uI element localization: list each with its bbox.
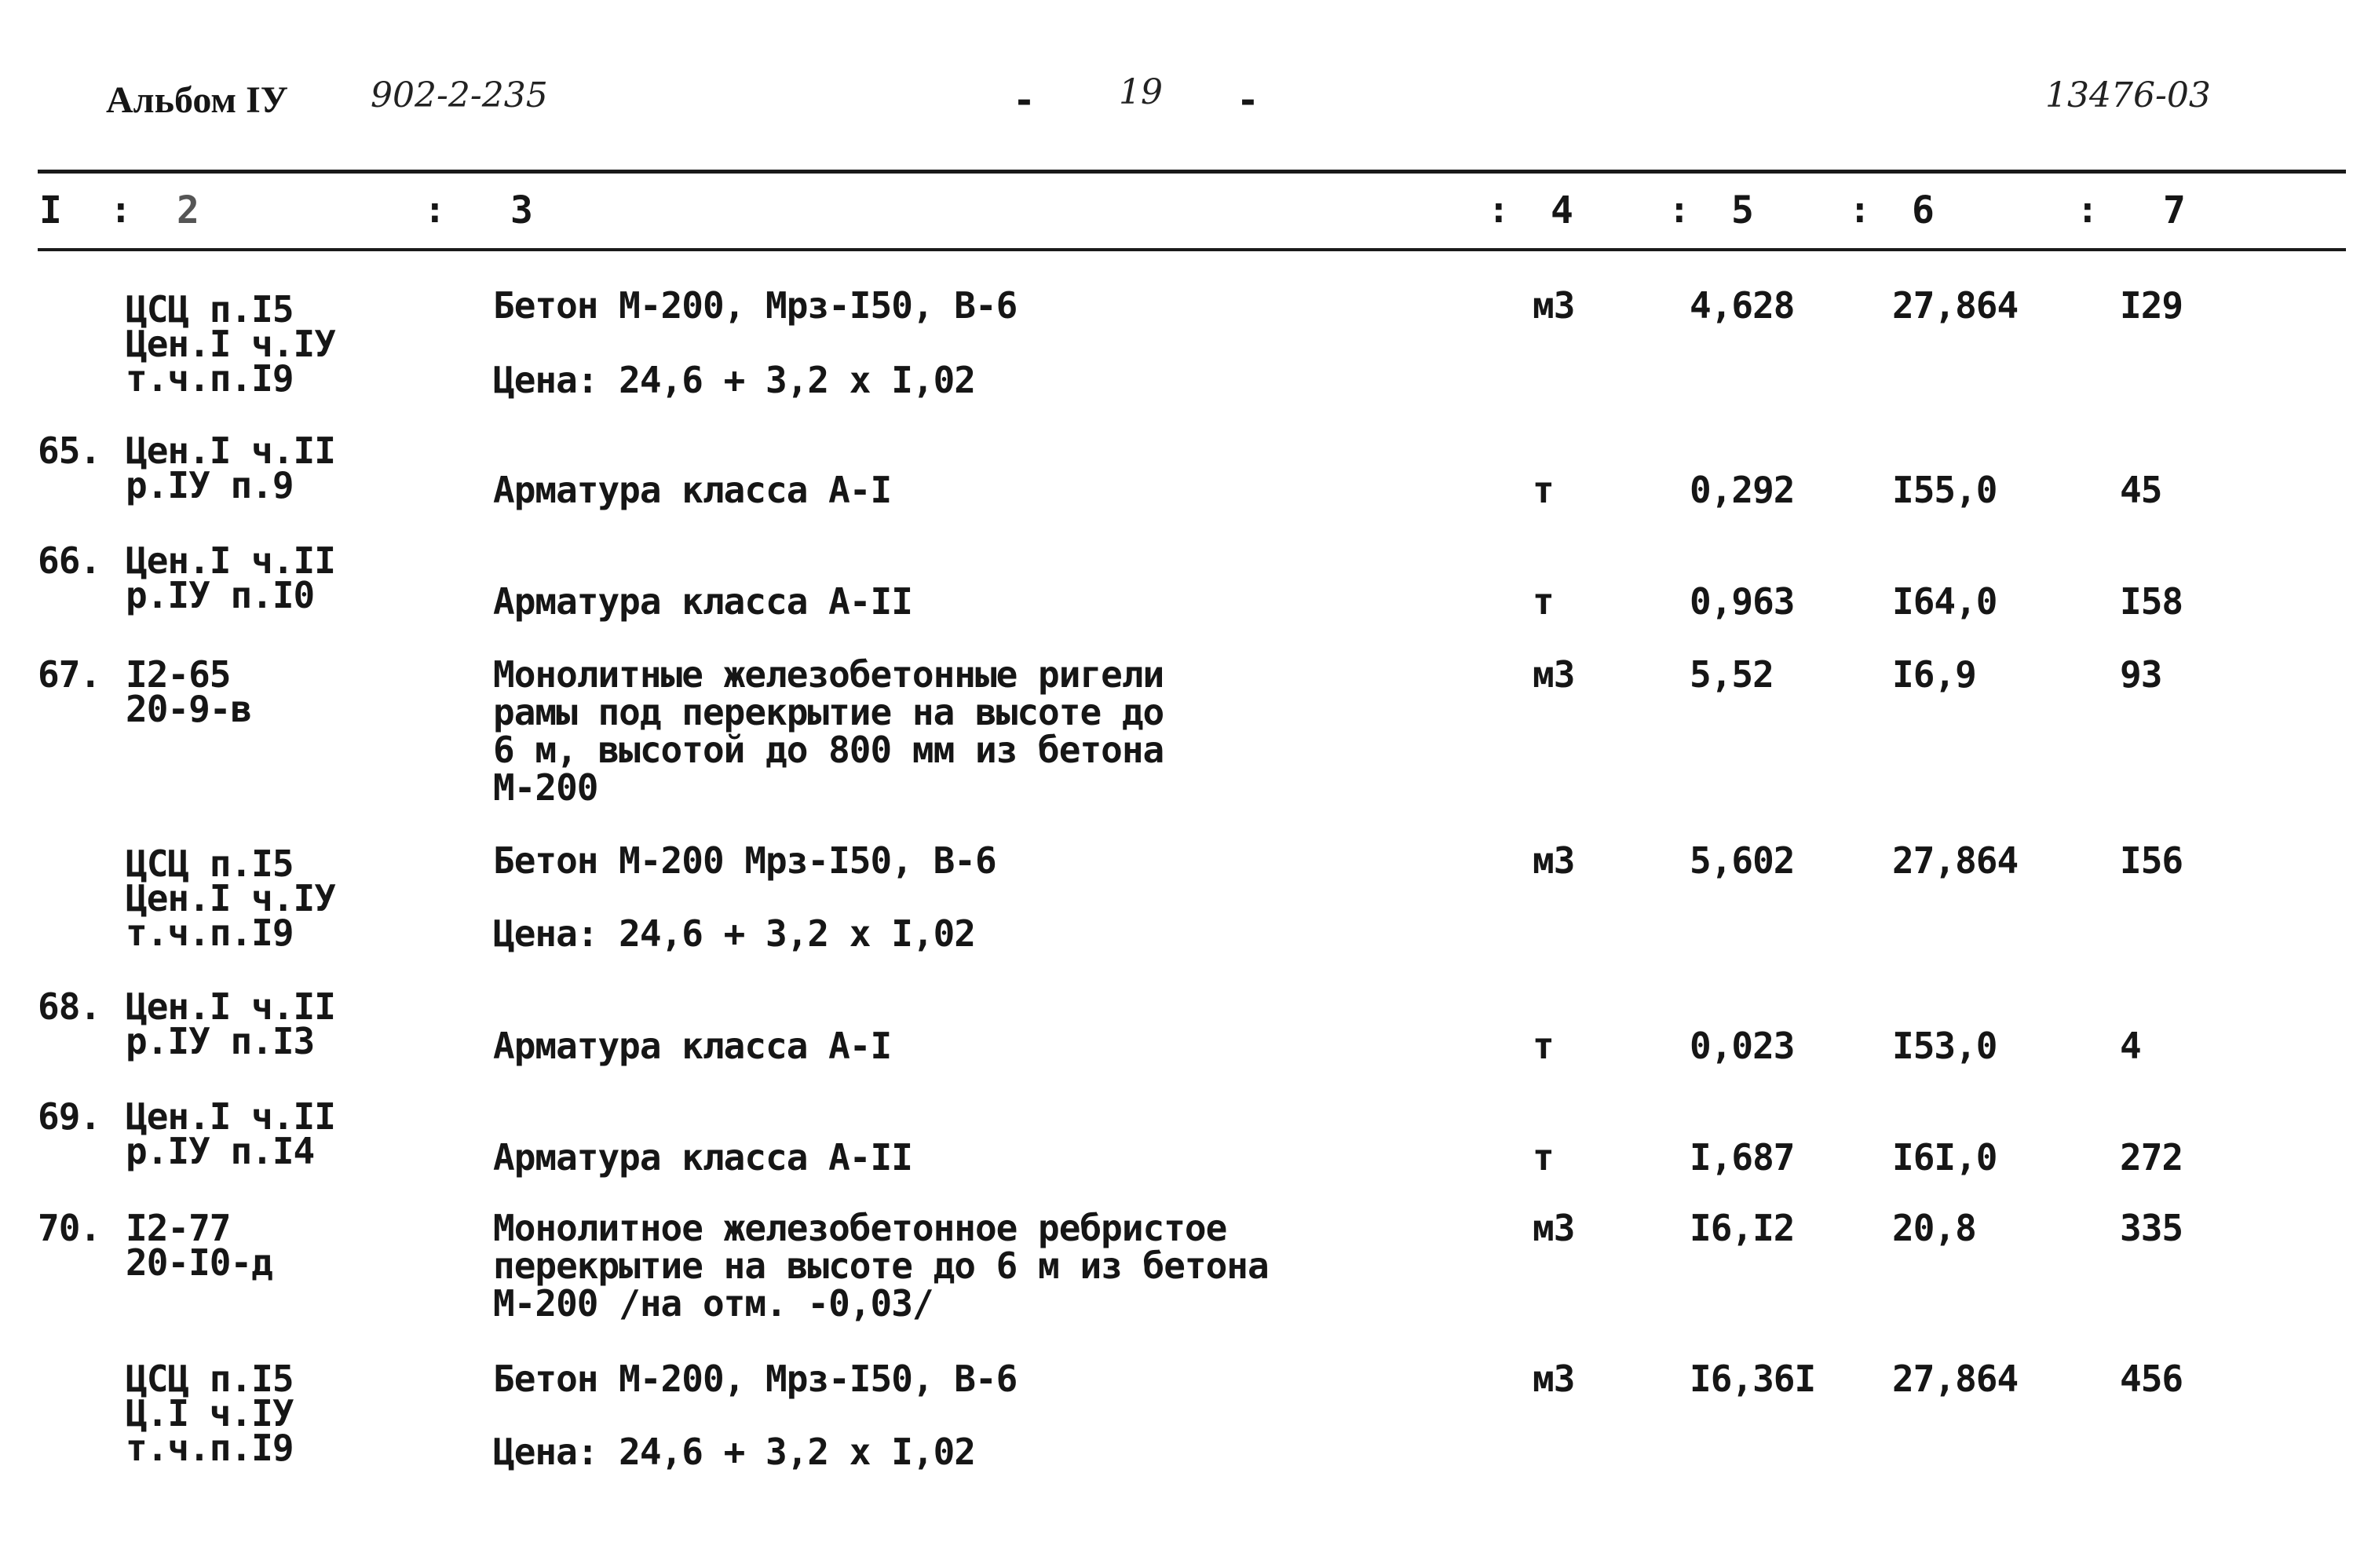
page-dash-left: - (1013, 79, 1036, 122)
column-header-4: 4 (1551, 188, 1573, 232)
row-total: 45 (2120, 469, 2162, 511)
row-total: 456 (2120, 1358, 2183, 1400)
row-reference: Цен.I ч.II р.IУ п.I4 (126, 1095, 335, 1172)
row-description: Монолитные железобетонные ригели рамы под перекрытие на высоте до 6 м, высотой до 800 мм из бетона М-200 (493, 653, 1164, 809)
row-reference: ЦСЦ п.I5 Ц.I ч.IУ т.ч.п.I9 (126, 1358, 294, 1469)
top-rule (38, 170, 2346, 174)
column-header-5: 5 (1731, 188, 1754, 232)
row-quantity: I6,I2 (1690, 1207, 1795, 1249)
row-total: 272 (2120, 1136, 2183, 1179)
row-reference: Цен.I ч.II р.IУ п.9 (126, 429, 335, 506)
row-description: Арматура класса А-I (493, 1025, 892, 1067)
row-quantity: I6,36I (1690, 1358, 1816, 1400)
album-label: Альбом IУ (106, 79, 289, 121)
row-price-formula: Цена: 24,6 + 3,2 x I,02 (493, 359, 975, 401)
row-reference: ЦСЦ п.I5 Цен.I ч.IУ т.ч.п.I9 (126, 288, 335, 400)
row-description: Бетон М-200, Мрз-I50, В-6 (493, 284, 1018, 327)
column-separator: : (110, 188, 132, 231)
column-header-7: 7 (2163, 188, 2186, 232)
row-description: Бетон М-200, Мрз-I50, В-6 (493, 1358, 1018, 1400)
row-total: I29 (2120, 284, 2183, 327)
row-number: 68. (38, 985, 101, 1028)
header-bottom-rule (38, 248, 2346, 251)
row-reference: ЦСЦ п.I5 Цен.I ч.IУ т.ч.п.I9 (126, 842, 335, 954)
row-quantity: 0,292 (1690, 469, 1795, 511)
row-quantity: 0,963 (1690, 580, 1795, 623)
row-total: I56 (2120, 839, 2183, 882)
row-number: 70. (38, 1207, 101, 1249)
column-header-6: 6 (1912, 188, 1935, 232)
row-unit: т (1533, 469, 1554, 511)
column-header-2: 2 (177, 188, 199, 232)
row-unit: т (1533, 1136, 1554, 1179)
page-dash-right: - (1237, 79, 1259, 122)
project-number: 902-2-235 (371, 75, 548, 115)
row-unit: т (1533, 580, 1554, 623)
row-unit: м3 (1533, 653, 1575, 696)
row-number: 65. (38, 429, 101, 472)
column-header-3: 3 (510, 188, 533, 232)
row-number: 67. (38, 653, 101, 696)
row-total: 4 (2120, 1025, 2141, 1067)
row-reference: Цен.I ч.II р.IУ п.I3 (126, 985, 335, 1062)
row-unit: м3 (1533, 839, 1575, 882)
row-number: 66. (38, 539, 101, 582)
row-unit-price: I53,0 (1892, 1025, 1997, 1067)
row-description: Бетон М-200 Мрз-I50, В-6 (493, 839, 996, 882)
row-description: Арматура класса А-II (493, 580, 912, 623)
column-header-1: I (39, 188, 62, 232)
row-quantity: 5,602 (1690, 839, 1795, 882)
column-separator: : (1488, 188, 1510, 231)
row-unit: м3 (1533, 1358, 1575, 1400)
row-unit-price: I6I,0 (1892, 1136, 1997, 1179)
row-unit-price: 27,864 (1892, 1358, 2019, 1400)
row-unit-price: 27,864 (1892, 284, 2019, 327)
row-total: 93 (2120, 653, 2162, 696)
row-unit-price: 27,864 (1892, 839, 2019, 882)
row-quantity: 5,52 (1690, 653, 1774, 696)
row-description: Арматура класса А-I (493, 469, 892, 511)
column-separator: : (2077, 188, 2099, 231)
row-unit: м3 (1533, 1207, 1575, 1249)
row-unit: т (1533, 1025, 1554, 1067)
row-unit-price: I6,9 (1892, 653, 1976, 696)
row-unit-price: I64,0 (1892, 580, 1997, 623)
row-reference: Цен.I ч.II р.IУ п.I0 (126, 539, 335, 616)
row-total: 335 (2120, 1207, 2183, 1249)
row-total: I58 (2120, 580, 2183, 623)
column-separator: : (1849, 188, 1871, 231)
page-number: 19 (1119, 72, 1163, 112)
row-description: Монолитное железобетонное ребристое перекрытие на высоте до 6 м из бетона М-200 /на отм. -0,03/ (493, 1207, 1269, 1325)
document-code: 13476-03 (2045, 75, 2211, 115)
row-price-formula: Цена: 24,6 + 3,2 x I,02 (493, 912, 975, 955)
row-quantity: I,687 (1690, 1136, 1795, 1179)
row-quantity: 4,628 (1690, 284, 1795, 327)
row-quantity: 0,023 (1690, 1025, 1795, 1067)
row-price-formula: Цена: 24,6 + 3,2 x I,02 (493, 1431, 975, 1473)
row-reference: I2-77 20-I0-д (126, 1207, 272, 1284)
row-unit-price: 20,8 (1892, 1207, 1976, 1249)
row-reference: I2-65 20-9-в (126, 653, 252, 730)
row-description: Арматура класса А-II (493, 1136, 912, 1179)
row-unit: м3 (1533, 284, 1575, 327)
row-number: 69. (38, 1095, 101, 1138)
column-separator: : (424, 188, 446, 231)
row-unit-price: I55,0 (1892, 469, 1997, 511)
column-separator: : (1668, 188, 1690, 231)
